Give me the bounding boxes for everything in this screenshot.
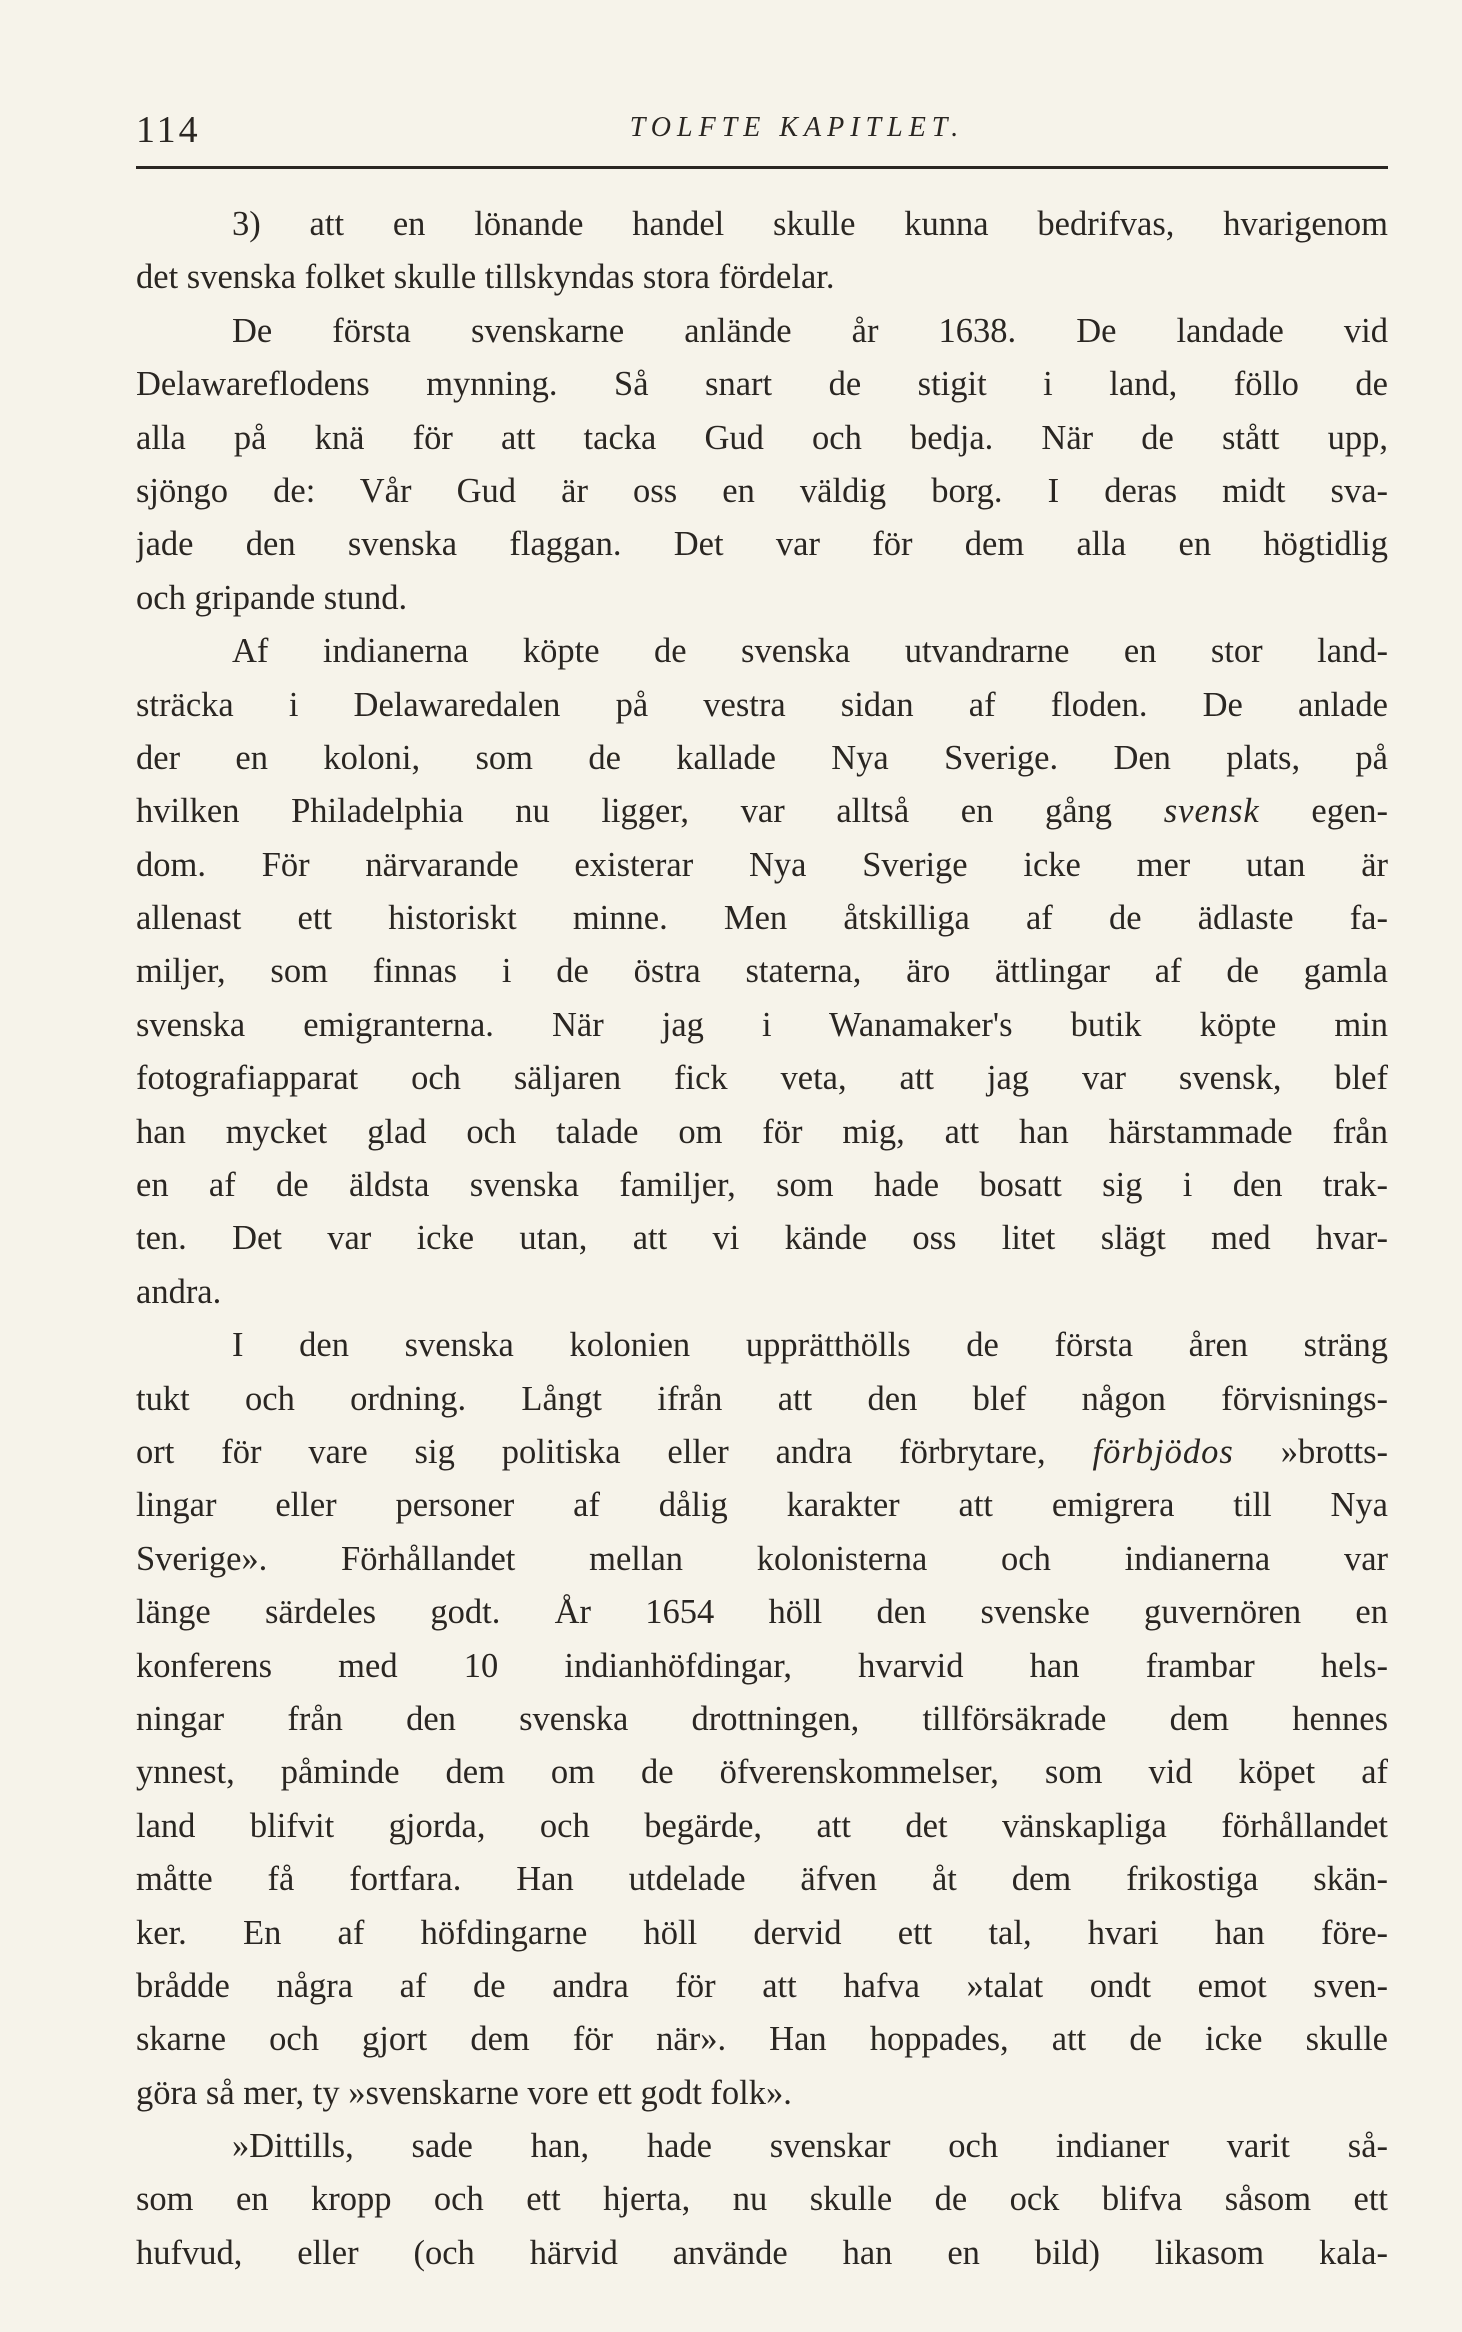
text-line: hufvud, eller (och härvid använde han en bild) likasom kala-: [136, 2233, 1388, 2272]
text-line: miljer, som finnas i de östra staterna, äro ättlingar af de gamla: [136, 952, 1388, 991]
text-segment: egen-: [1311, 792, 1388, 831]
text-line: ten. Det var icke utan, att vi kände oss litet slägt med hvar-: [136, 1219, 1388, 1258]
text-line: allenast ett historiskt minne. Men åtskilliga af de ädlaste fa-: [136, 899, 1388, 938]
text-line: ningar från den svenska drottningen, tillförsäkrade dem hennes: [136, 1699, 1388, 1738]
text-line: skarne och gjort dem för när». Han hoppades, att de icke skulle: [136, 2020, 1388, 2059]
text-line: lingar eller personer af dålig karakter att emigrera till Nya: [136, 1486, 1388, 1525]
text-line: brådde några af de andra för att hafva »talat ondt emot sven-: [136, 1966, 1388, 2005]
text-line: svenska emigranterna. När jag i Wanamaker's butik köpte min: [136, 1005, 1388, 1044]
text-segment: ort för vare sig politiska eller andra förbrytare,: [136, 1432, 1046, 1471]
text-line: andra.: [136, 1272, 222, 1311]
text-line: sjöngo de: Vår Gud är oss en väldig borg. I deras midt sva-: [136, 471, 1388, 510]
text-line: Sverige». Förhållandet mellan kolonisterna och indianerna var: [136, 1539, 1388, 1578]
text-line: och gripande stund.: [136, 578, 408, 617]
body-text: [136, 198, 1388, 2280]
page-header: [136, 100, 1388, 150]
text-line: Delawareflodens mynning. Så snart de stigit i land, föllo de: [136, 365, 1388, 404]
text-line: ker. En af höfdingarne höll dervid ett tal, hvari han före-: [136, 1913, 1388, 1952]
emphasized-word: svensk: [1163, 792, 1260, 831]
text-line: land blifvit gjorda, och begärde, att det vänskapliga förhållandet: [136, 1806, 1388, 1845]
text-line: han mycket glad och talade om för mig, att han härstammade från: [136, 1112, 1388, 1151]
text-line: dom. För närvarande existerar Nya Sverige icke mer utan är: [136, 845, 1388, 884]
text-line: som en kropp och ett hjerta, nu skulle de ock blifva såsom ett: [136, 2180, 1388, 2219]
text-line: ynnest, påminde dem om de öfverenskommelser, som vid köpet af: [136, 1753, 1388, 1792]
emphasized-word: förbjödos: [1092, 1432, 1234, 1471]
running-title: TOLFTE KAPITLET.: [629, 112, 965, 143]
text-line: alla på knä för att tacka Gud och bedja. När de stått upp,: [136, 418, 1388, 457]
text-line: göra så mer, ty »svenskarne vore ett godt folk».: [136, 2073, 792, 2112]
text-segment: »brotts-: [1280, 1432, 1388, 1471]
text-line: det svenska folket skulle tillskyndas stora fördelar.: [136, 258, 835, 297]
text-line: Af indianerna köpte de svenska utvandrarne en stor land-: [232, 632, 1388, 671]
text-line: länge särdeles godt. År 1654 höll den svenske guvernören en: [136, 1593, 1388, 1632]
text-line: jade den svenska flaggan. Det var för dem alla en högtidlig: [136, 525, 1388, 564]
text-line: konferens med 10 indianhöfdingar, hvarvid han frambar hels-: [136, 1646, 1388, 1685]
text-line-with-emphasis: [136, 785, 1388, 838]
text-line: måtte få fortfara. Han utdelade äfven åt dem frikostiga skän-: [136, 1860, 1388, 1899]
text-line: fotografiapparat och säljaren fick veta, att jag var svensk, blef: [136, 1059, 1388, 1098]
page-number: 114: [136, 109, 201, 151]
text-line: »Dittills, sade han, hade svenskar och indianer varit så-: [232, 2127, 1388, 2166]
text-line: sträcka i Delawaredalen på vestra sidan af floden. De anlade: [136, 685, 1388, 724]
text-segment: hvilken Philadelphia nu ligger, var alltså en gång: [136, 792, 1113, 831]
text-line: I den svenska kolonien upprätthölls de första åren sträng: [232, 1326, 1388, 1365]
text-line: en af de äldsta svenska familjer, som hade bosatt sig i den trak-: [136, 1166, 1388, 1205]
text-line: De första svenskarne anlände år 1638. De landade vid: [232, 311, 1388, 350]
text-line: der en koloni, som de kallade Nya Sverige. Den plats, på: [136, 738, 1388, 777]
text-line: 3) att en lönande handel skulle kunna bedrifvas, hvarigenom: [232, 205, 1388, 243]
text-line-with-emphasis: [136, 1426, 1388, 1479]
text-line: tukt och ordning. Långt ifrån att den blef någon förvisnings-: [136, 1379, 1388, 1418]
header-rule: [136, 166, 1388, 169]
